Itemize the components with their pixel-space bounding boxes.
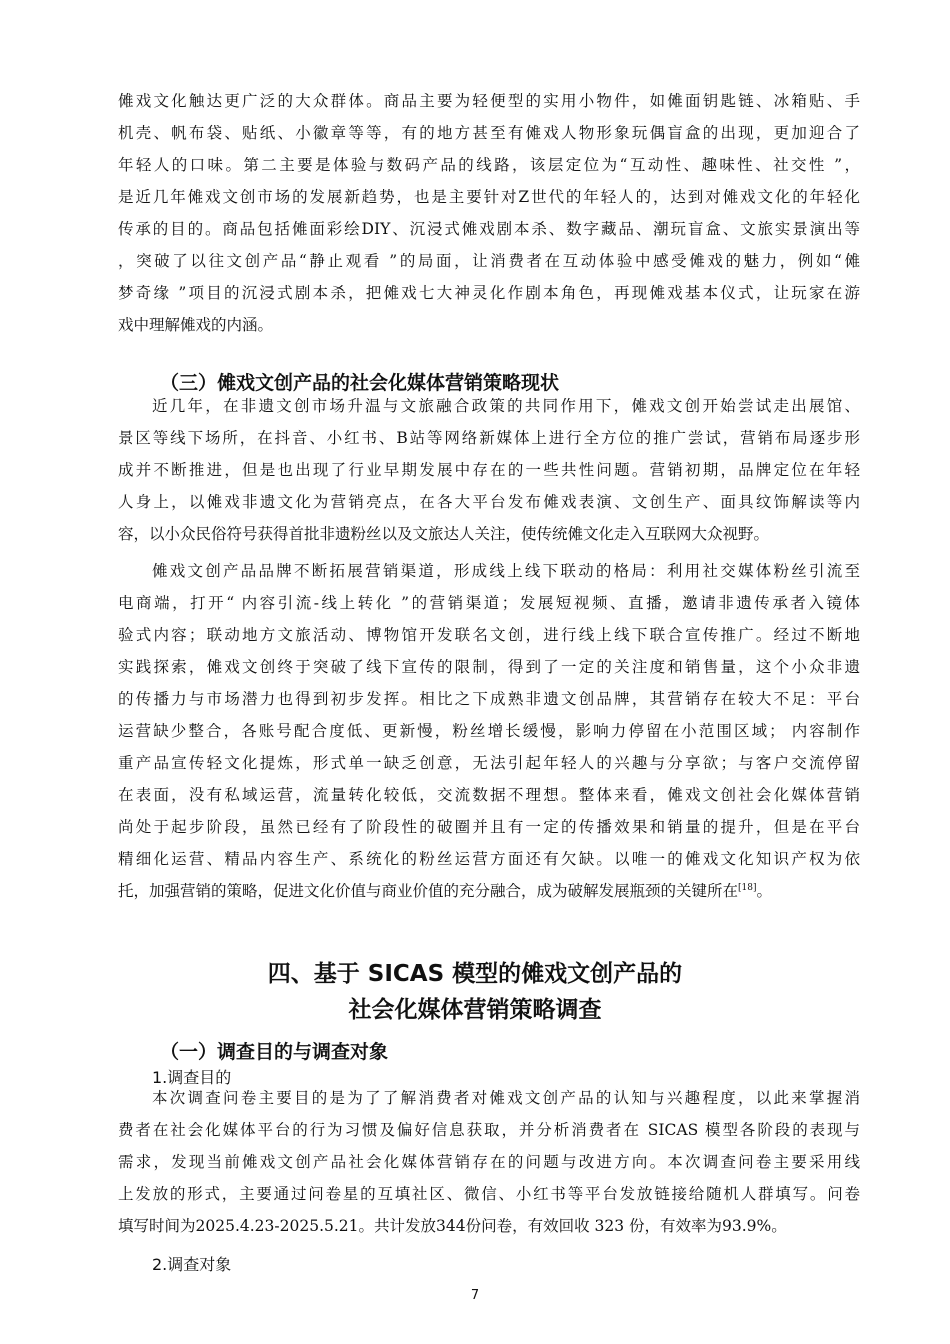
body-text-line: 容，以小众民俗符号获得首批非遗粉丝以及文旅达人关注，使传统傩文化走入互联网大众视野。 bbox=[118, 525, 770, 543]
body-text-line: 机壳、帆布袋、贴纸、小徽章等等，有的地方甚至有傩戏人物形象玩偶盲盒的出现，更加迎合了 bbox=[118, 124, 860, 142]
body-text-line: 是近几年傩戏文创市场的发展新趋势，也是主要针对Z世代的年轻人的，达到对傩戏文化的年轻化 bbox=[118, 188, 860, 206]
citation-reference[interactable]: [18] bbox=[738, 882, 757, 893]
subsection-heading: 2.调查对象 bbox=[152, 1255, 232, 1274]
body-text-line: 运营缺少整合，各账号配合度低、更新慢，粉丝增长缓慢，影响力停留在小范围区域； 内容制作 bbox=[118, 722, 860, 740]
body-text-line: 上发放的形式，主要通过问卷星的互填社区、微信、小红书等平台发放链接给随机人群填写。问卷 bbox=[118, 1185, 860, 1203]
section-heading: （一）调查目的与调查对象 bbox=[160, 1041, 389, 1063]
body-text-line: 傩戏文创产品品牌不断拓展营销渠道，形成线上线下联动的格局：利用社交媒体粉丝引流至 bbox=[152, 562, 860, 580]
body-text-line: 在表面，没有私域运营，流量转化较低，交流数据不理想。整体来看，傩戏文创社会化媒体营销 bbox=[118, 786, 860, 804]
chapter-title-line2: 社会化媒体营销策略调查 bbox=[348, 997, 602, 1023]
body-text-line: 电商端，打开“ 内容引流-线上转化 ”的营销渠道；发展短视频、直播，邀请非遗传承者入镜体 bbox=[118, 594, 860, 612]
body-text-line: 本次调查问卷主要目的是为了了解消费者对傩戏文创产品的认知与兴趣程度，以此来掌握消 bbox=[152, 1089, 860, 1107]
body-text-line: 填写时间为2025.4.23-2025.5.21。共计发放344份问卷，有效回收 323 份，有效率为93.9%。 bbox=[118, 1217, 787, 1235]
body-text-line: ，突破了以往文创产品“静止观看 ”的局面，让消费者在互动体验中感受傩戏的魅力，例如“傩 bbox=[118, 252, 860, 270]
body-text-line: 年轻人的口味。第二主要是体验与数码产品的线路，该层定位为“互动性、趣味性、社交性 ”， bbox=[118, 156, 860, 174]
body-text-line: 尚处于起步阶段，虽然已经有了阶段性的破圈并且有一定的传播效果和销量的提升，但是在平台 bbox=[118, 818, 860, 836]
page-number: 7 bbox=[470, 1288, 480, 1303]
body-text: 托，加强营销的策略，促进文化价值与商业价值的充分融合，成为破解发展瓶颈的关键所在 bbox=[118, 882, 739, 900]
body-text-line: 近几年，在非遗文创市场升温与文旅融合政策的共同作用下，傩戏文创开始尝试走出展馆、 bbox=[152, 397, 860, 415]
body-text-line: 梦奇缘 ”项目的沉浸式剧本杀，把傩戏七大神灵化作剧本角色，再现傩戏基本仪式，让玩家在游 bbox=[118, 284, 860, 302]
section-heading: （三）傩戏文创产品的社会化媒体营销策略现状 bbox=[160, 372, 560, 394]
body-text-line: 重产品宣传轻文化提炼，形式单一缺乏创意，无法引起年轻人的兴趣与分享欲；与客户交流停留 bbox=[118, 754, 860, 772]
body-text-line: 成并不断推进，但是也出现了行业早期发展中存在的一些共性问题。营销初期，品牌定位在年轻 bbox=[118, 461, 860, 479]
body-text-line: 传承的目的。商品包括傩面彩绘DIY、沉浸式傩戏剧本杀、数字藏品、潮玩盲盒、文旅实景演出等 bbox=[118, 220, 860, 238]
body-text-line: 景区等线下场所，在抖音、小红书、B站等网络新媒体上进行全方位的推广尝试，营销布局逐步形 bbox=[118, 429, 860, 447]
chapter-title-line1: 四、基于 SICAS 模型的傩戏文创产品的 bbox=[267, 961, 683, 987]
body-text-line: 戏中理解傩戏的内涵。 bbox=[118, 316, 274, 334]
body-text: 。 bbox=[756, 882, 773, 900]
body-text-line: 需求，发现当前傩戏文创产品社会化媒体营销存在的问题与改进方向。本次调查问卷主要采用线 bbox=[118, 1153, 860, 1171]
body-text-line: 人身上，以傩戏非遗文化为营销亮点，在各大平台发布傩戏表演、文创生产、面具纹饰解读等内 bbox=[118, 493, 860, 511]
body-text-line: 验式内容；联动地方文旅活动、博物馆开发联名文创，进行线上线下联合宣传推广。经过不断地 bbox=[118, 626, 860, 644]
subsection-heading: 1.调查目的 bbox=[152, 1068, 232, 1087]
body-text-line: 精细化运营、精品内容生产、系统化的粉丝运营方面还有欠缺。以唯一的傩戏文化知识产权为依 bbox=[118, 850, 860, 868]
body-text-line: 实践探索，傩戏文创终于突破了线下宣传的限制，得到了一定的关注度和销售量，这个小众非遗 bbox=[118, 658, 860, 676]
body-text-line bbox=[118, 881, 860, 901]
body-text-line: 的传播力与市场潜力也得到初步发挥。相比之下成熟非遗文创品牌，其营销存在较大不足：平台 bbox=[118, 690, 860, 708]
body-text-line: 傩戏文化触达更广泛的大众群体。商品主要为轻便型的实用小物件，如傩面钥匙链、冰箱贴、手 bbox=[118, 92, 860, 110]
body-text-line: 费者在社会化媒体平台的行为习惯及偏好信息获取，并分析消费者在 SICAS 模型各阶段的表现与 bbox=[118, 1121, 860, 1139]
